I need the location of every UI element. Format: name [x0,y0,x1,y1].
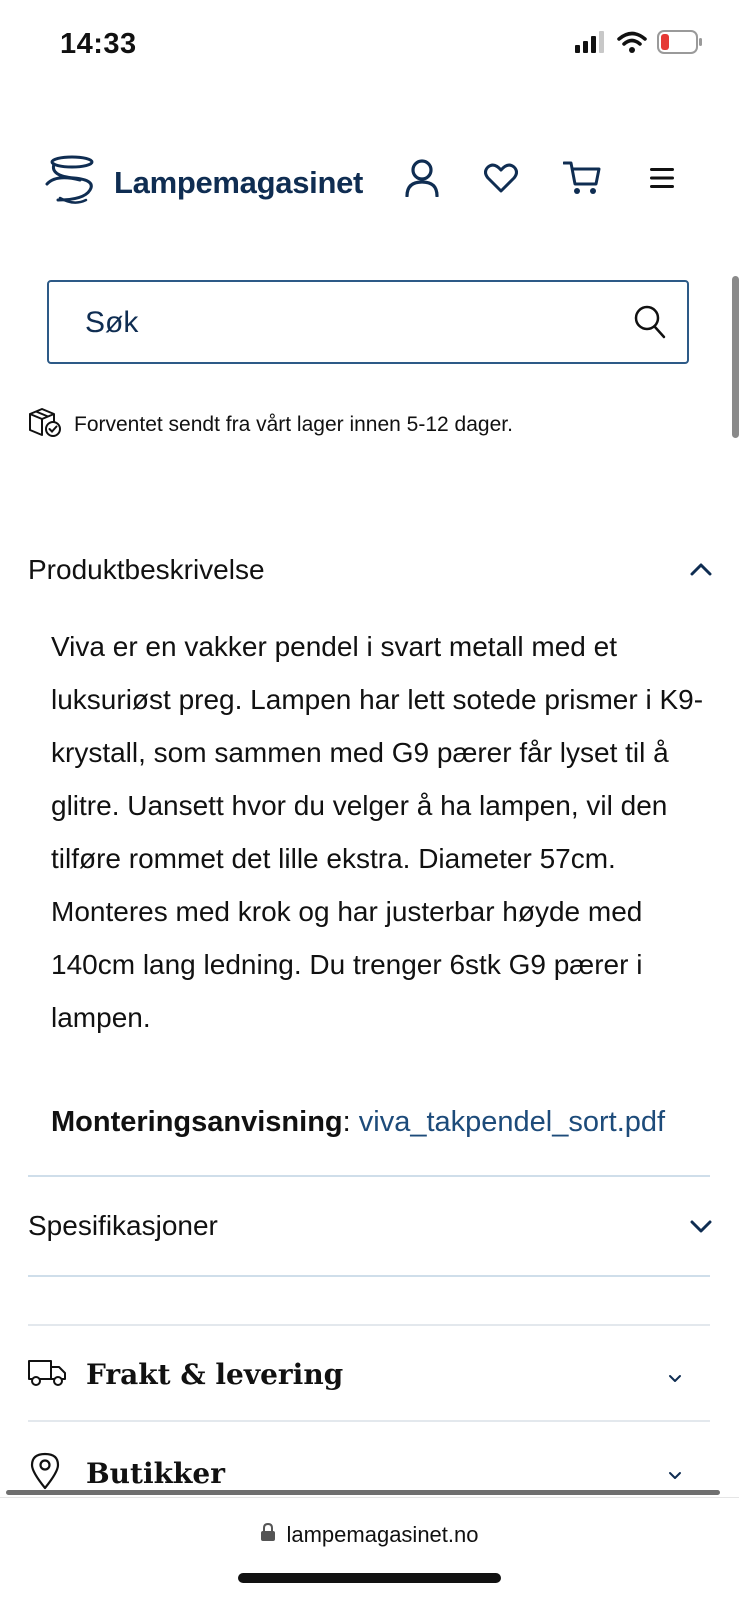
page-load-indicator [6,1490,720,1495]
package-check-icon [28,406,62,444]
accordion-product-description[interactable]: Produktbeskrivelse [28,554,265,585]
lamp-logo-icon [44,154,100,211]
lock-icon [260,1522,276,1548]
chevron-up-icon[interactable] [690,562,712,581]
cart-button[interactable] [562,160,602,200]
menu-icon [648,167,676,194]
location-pin-icon [30,1452,60,1495]
divider [28,1324,710,1326]
signal-icon [575,31,607,58]
divider [28,1175,710,1177]
divider [28,1275,710,1277]
cart-icon [563,160,601,201]
menu-button[interactable] [642,160,682,200]
product-description-text: Viva er en vakker pendel i svart metall med et luksuriøst preg. Lampen har lett sotede prismer i K9-krystall, som sammen med G9 pærer får lyset til å glitre. Uansett hvor du velger å ha lampen, vil den tilføre rommet det lille ekstra. Diameter 57cm. Monteres med krok og har justerbar høyde med 140cm lang ledning. Du trenger 6stk G9 pærer i lampen. [51,631,704,1033]
home-indicator[interactable] [238,1573,501,1583]
chevron-down-small-icon[interactable] [668,1371,682,1389]
chevron-down-icon[interactable] [690,1220,712,1239]
account-button[interactable] [402,160,442,200]
divider [28,1420,710,1422]
mounting-instructions [51,1106,665,1139]
user-icon [404,159,440,202]
mounting-separator: : [342,1106,351,1138]
section-stores-title: Butikker [86,1457,225,1490]
mounting-instructions-label: Monteringsanvisning [51,1106,343,1138]
accordion-specifications[interactable]: Spesifikasjoner [28,1210,218,1241]
brand-logo[interactable] [44,154,363,211]
shipping-estimate-text: Forventet sendt fra vårt lager innen 5-12 dager. [74,413,513,436]
brand-name: Lampemagasinet [114,164,364,200]
heart-icon [484,163,518,198]
mounting-instructions-link[interactable]: viva_takpendel_sort.pdf [358,1106,666,1138]
section-shipping-delivery[interactable] [28,1358,343,1391]
status-time: 14:33 [60,28,137,60]
wifi-icon [617,31,647,58]
status-icons [575,30,703,59]
wishlist-button[interactable] [481,160,521,200]
browser-url-bar[interactable] [0,1497,739,1601]
truck-icon [28,1358,66,1391]
search-box [47,280,689,364]
browser-url: lampemagasinet.no [286,1522,479,1547]
scrollbar[interactable] [732,276,739,438]
battery-low-icon [657,30,703,59]
search-input[interactable] [83,298,627,348]
section-shipping-title: Frakt & levering [86,1358,344,1391]
chevron-down-small-icon[interactable] [668,1468,682,1486]
shipping-estimate [28,406,513,444]
section-stores[interactable] [30,1452,225,1495]
search-icon[interactable] [633,304,667,345]
